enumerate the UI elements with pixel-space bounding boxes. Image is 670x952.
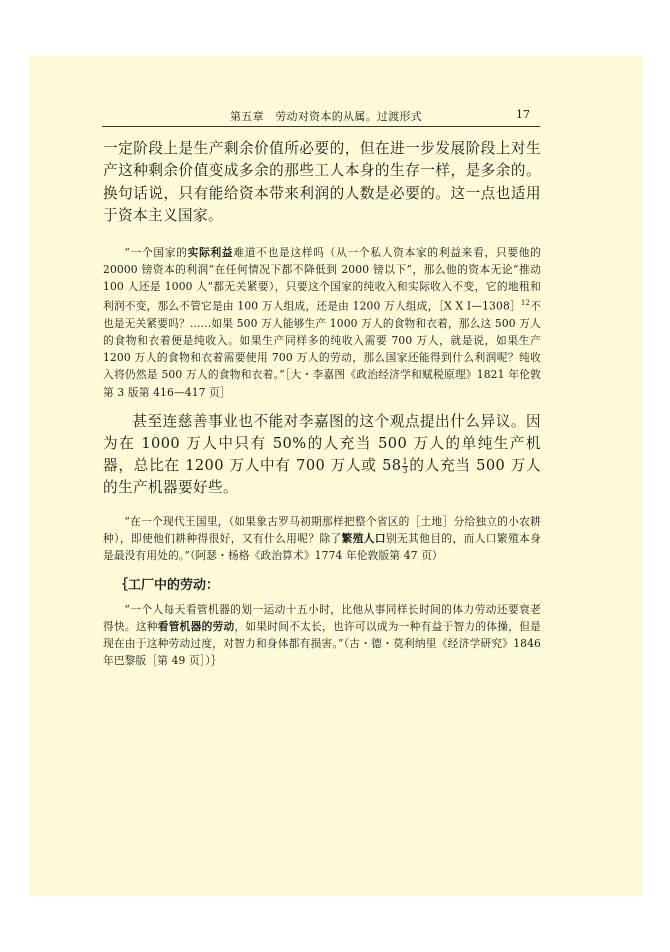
body-paragraph-2 [103, 411, 541, 500]
quote-ricardo [103, 244, 541, 400]
fraction-denominator: 3 [402, 465, 408, 475]
chapter-title: 第五章 劳动对资本的从属。过渡形式 [230, 110, 423, 123]
paragraph-text: 甚至连慈善事业也不能对李嘉图的这个观点提出什么异议。因为在 1000 万人中只有 50%的人充当 500 万人的单纯生产机器，总比在 1200 万人中有 700 万人或 58 [103, 412, 541, 475]
quote-molinari [103, 601, 541, 669]
emphasis-text: 繁殖人口 [341, 531, 386, 545]
factory-heading: ｛工厂中的劳动： [115, 578, 220, 594]
fraction-numerator: 1 [402, 456, 408, 466]
fraction [402, 458, 408, 475]
quote-text: “在一个现代王国里，（如果象古罗马初期那样把整个省区的［土地］分给独立的小农耕种），即使他们耕种得很好，又有什么用呢？除了 [103, 514, 541, 545]
paragraph-text: 的人充当 500 万人的生产机器要好些。 [103, 457, 541, 497]
page-number: 17 [516, 108, 530, 121]
running-header [102, 104, 540, 127]
footnote-marker: 12 [520, 299, 531, 308]
page-content [103, 138, 541, 669]
quote-text: 别无其他目的，而人口繁殖本身是最没有用处的。”（阿瑟・杨格《政治算术》1774 年伦敦版第 47 页） [103, 531, 541, 562]
quote-text: “一个人每天看管机器的划一运动十五小时，比他从事同样长时间的体力劳动还要衰老得快。这种 [103, 603, 541, 634]
emphasis-text: 实际利益 [187, 246, 234, 260]
quote-text: 难道不也是这样吗（从一个私人资本家的利益来看，只要他的 20000 镑资本的利润“在任何情况下都不降低到 2000 镑以下”，那么他的资本无论“推动 100 人还是 1000 人”都无关紧要），只要这个国家的纯收入和实际收入不变，它的地租和利润不变，那么不管它是由 100 万人组成，还是由 1200 万人组成，［X X Ⅰ—1308］ [103, 246, 541, 314]
body-paragraph-1: 一定阶段上是生产剩余价值所必要的，但在进一步发展阶段上对生产这种剩余价值变成多余的那些工人本身的生存一样，是多余的。换句话说，只有能给资本带来利润的人数是必要的。这一点也适用于资本主义国家。 [103, 140, 541, 224]
quote-text: “一个国家的 [124, 246, 188, 260]
quote-young [103, 513, 541, 564]
emphasis-text: 看管机器的劳动 [157, 620, 235, 634]
quote-text: 不也是无关紧要吗？……如果 500 万人能够生产 1000 万人的食物和衣着，那么这 500 万人的食物和衣着便是纯收入。如果生产同样多的纯收入需要 700 万人，就是说，如果生产 1200 万人的食物和衣着需要使用 700 万人的劳动，那么国家还能得到什么利润呢？纯收入将仍然是 500 万人的食物和衣着。”［大・李嘉图《政治经济学和赋税原理》1821 年伦敦第 3 版第 416—417 页］ [103, 300, 541, 399]
quote-text: ，如果时间不太长，也许可以成为一种有益于智力的体操，但是现在由于这种劳动过度，对智力和身体都有损害。”（古・德・莫利纳里《经济学研究》1846 年巴黎版［第 49 页］）｝ [103, 620, 541, 668]
